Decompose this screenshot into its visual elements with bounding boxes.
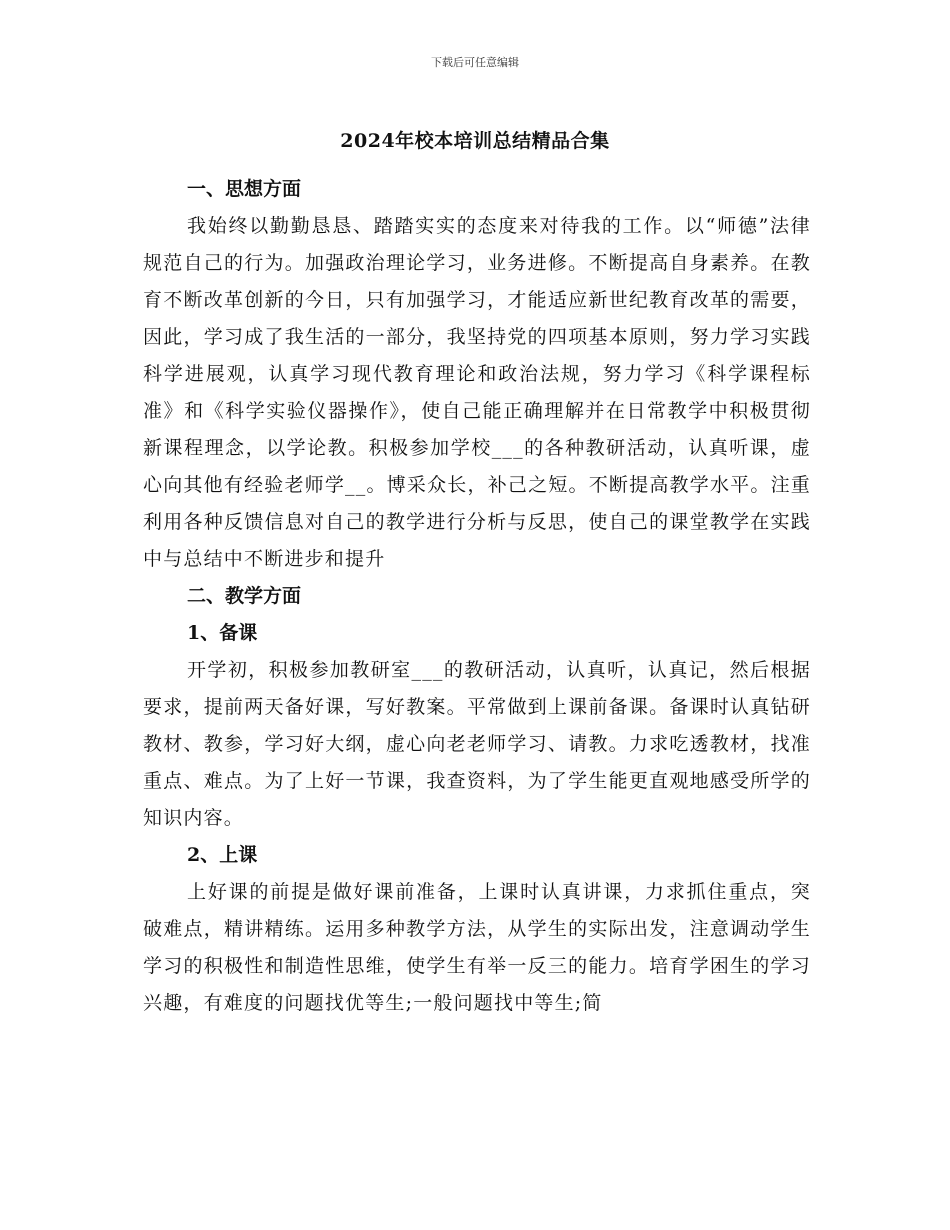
section-heading-teaching: 二、教学方面: [187, 585, 302, 607]
section-paragraph-thought: 我始终以勤勤恳恳、踏踏实实的态度来对待我的工作。以“师德”法律规范自己的行为。加强政治理论学习，业务进修。不断提高自身素养。在教育不断改革创新的今日，只有加强学习，才能适应新世纪教育改革的需要，因此，学习成了我生活的一部分，我坚持党的四项基本原则，努力学习实践科学进展观，认真学习现代教育理论和政治法规，努力学习《科学课程标准》和《科学实验仪器操作》，使自己能正确理解并在日常教学中积极贯彻新课程理念，以学论教。积极参加学校___的各种教研活动，认真听课，虚心向其他有经验老师学__。博采众长，补己之短。不断提高教学水平。注重利用各种反馈信息对自己的教学进行分析与反思，使自己的课堂教学在实践中与总结中不断进步和提升: [143, 215, 811, 570]
subsection-heading-lesson-prep: 1、备课: [187, 622, 258, 644]
subsection-paragraph-class: 上好课的前提是做好课前准备，上课时认真讲课，力求抓住重点，突破难点，精讲精练。运用多种教学方法，从学生的实际出发，注意调动学生学习的积极性和制造性思维，使学生有举一反三的能力。培育学困生的学习兴趣，有难度的问题找优等生;一般问题找中等生;简: [143, 881, 811, 1014]
subsection-heading-class: 2、上课: [187, 844, 258, 866]
document-title: 2024年校本培训总结精品合集: [340, 130, 610, 152]
section-heading-thought: 一、思想方面: [187, 178, 302, 200]
header-note: 下载后可任意编辑: [431, 56, 519, 69]
document-body: [143, 171, 811, 1022]
subsection-paragraph-lesson-prep: 开学初，积极参加教研室___的教研活动，认真听，认真记，然后根据要求，提前两天备好课，写好教案。平常做到上课前备课。备课时认真钻研教材、教参，学习好大纲，虚心向老老师学习、请教。力求吃透教材，找准重点、难点。为了上好一节课，我查资料，为了学生能更直观地感受所学的知识内容。: [143, 659, 811, 829]
